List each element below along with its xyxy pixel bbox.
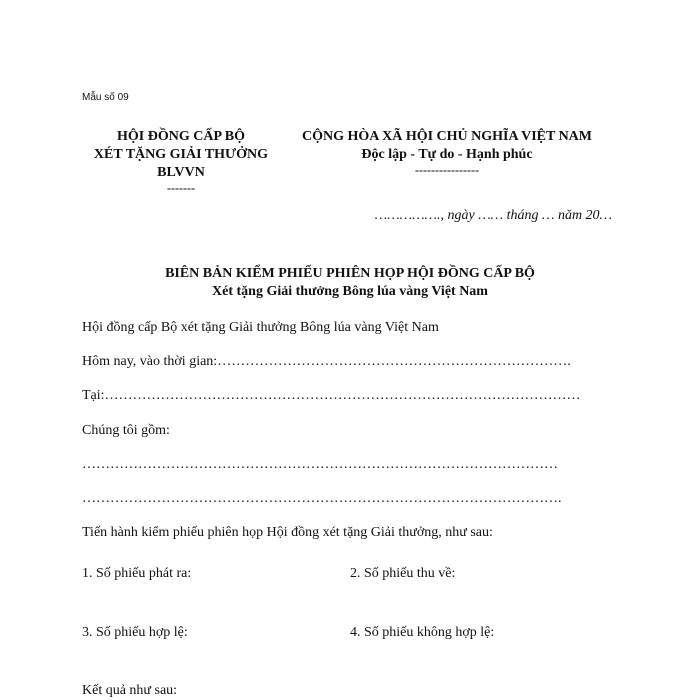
time-line: Hôm nay, vào thời gian:…………………………………………………………………. <box>82 354 571 369</box>
item-ballots-invalid: 4. Số phiếu không hợp lệ: <box>350 625 495 640</box>
org-line-3: BLVVN <box>157 165 205 180</box>
national-header <box>282 128 612 176</box>
date-line: ……………., ngày …… tháng … năm 20… <box>374 208 612 223</box>
proceed-line: Tiến hành kiểm phiếu phiên họp Hội đồng xét tặng Giải thưởng, như sau: <box>82 525 493 540</box>
result-label: Kết quả như sau: <box>82 683 178 698</box>
location-line: Tại:………………………………………………………………………………………… <box>82 388 581 403</box>
nation-name: CỘNG HÒA XÃ HỘI CHỦ NGHĨA VIỆT NAM <box>301 129 592 144</box>
org-separator: ------- <box>167 181 195 195</box>
nation-separator: ---------------- <box>415 163 479 177</box>
item-ballots-valid: 3. Số phiếu hợp lệ: <box>82 625 188 640</box>
item-ballots-issued: 1. Số phiếu phát ra: <box>82 566 192 581</box>
members-line-1: ………………………………………………………………………………………… <box>82 457 558 472</box>
members-label: Chúng tôi gồm: <box>82 423 170 438</box>
title-line-1: BIÊN BẢN KIỂM PHIẾU PHIÊN HỌP HỘI ĐỒNG CẤP BỘ <box>165 266 535 281</box>
title-line-2: Xét tặng Giải thưởng Bông lúa vàng Việt Nam <box>212 284 488 299</box>
document-title <box>90 265 610 301</box>
org-line-1: HỘI ĐỒNG CẤP BỘ <box>117 129 245 144</box>
members-line-2: …………………………………………………………………………………………. <box>82 491 562 506</box>
nation-motto: Độc lập - Tự do - Hạnh phúc <box>361 147 533 162</box>
item-ballots-collected: 2. Số phiếu thu về: <box>350 566 456 581</box>
council-line: Hội đồng cấp Bộ xét tặng Giải thưởng Bông lúa vàng Việt Nam <box>82 320 439 335</box>
org-line-2: XÉT TẶNG GIẢI THƯỞNG <box>93 147 269 162</box>
issuing-organization <box>76 128 286 194</box>
form-code: Mẫu số 09 <box>82 92 129 103</box>
